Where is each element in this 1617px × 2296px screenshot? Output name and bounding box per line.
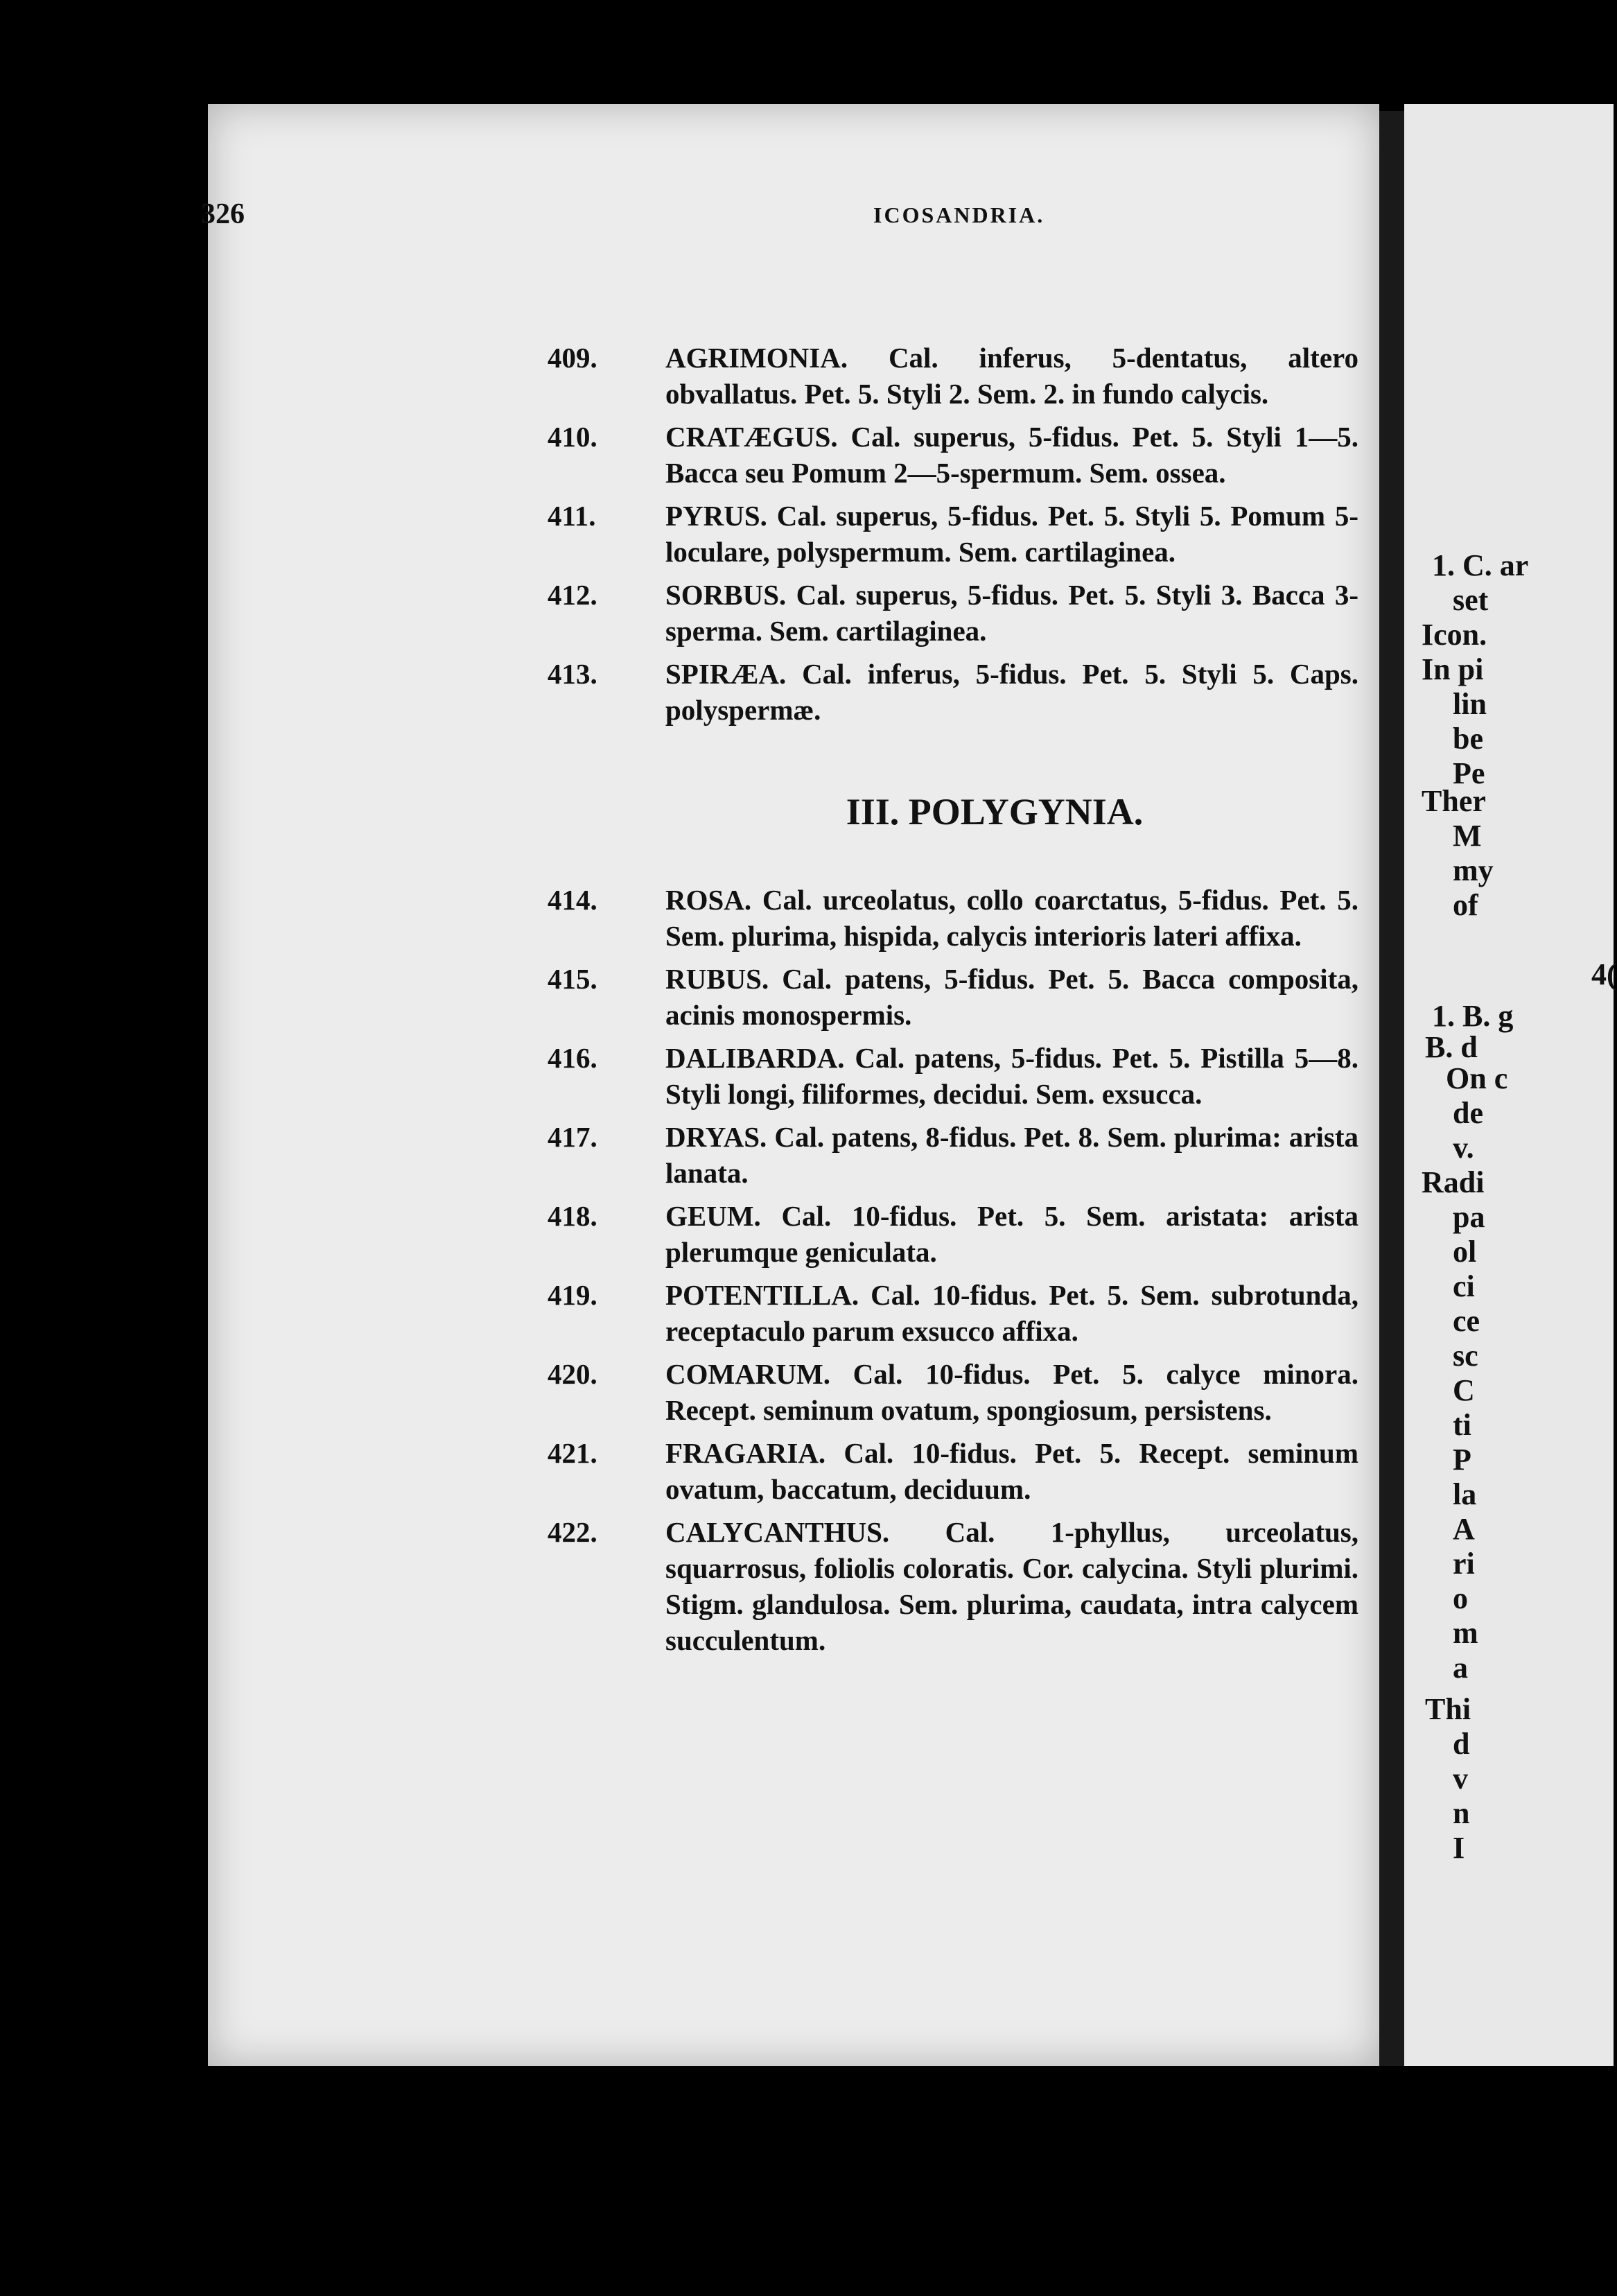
facing-page-text-fragment: ol xyxy=(1453,1235,1477,1269)
genus-entry xyxy=(548,419,1358,491)
genus-name: SPIRÆA. xyxy=(665,658,787,690)
genus-description: Cal. urceolatus, collo coarctatus, 5-fidus. Pet. 5. Sem. plurima, hispida, calycis interioris lateri affixa. xyxy=(665,884,1358,952)
entry-number: 415. xyxy=(548,963,597,995)
facing-page-text-fragment: M xyxy=(1453,819,1482,853)
genus-entry xyxy=(548,961,1358,1033)
facing-page-text-fragment: Ther xyxy=(1422,784,1486,818)
genus-description: Cal. inferus, 5-dentatus, altero obvallatus. Pet. 5. Styli 2. Sem. 2. in fundo calycis. xyxy=(665,342,1358,410)
entry-number: 418. xyxy=(548,1200,597,1232)
facing-page-text-fragment: de xyxy=(1453,1096,1483,1130)
facing-page-text-fragment: o xyxy=(1453,1581,1468,1615)
genus-list xyxy=(548,340,1358,1665)
genus-name: GEUM. xyxy=(665,1200,761,1232)
genus-entry xyxy=(548,340,1358,412)
genus-name: SORBUS. xyxy=(665,579,787,611)
facing-page-text-fragment: pa xyxy=(1453,1200,1485,1234)
entry-number: 421. xyxy=(548,1437,597,1469)
facing-page-text-fragment: n xyxy=(1453,1796,1470,1830)
entry-number: 411. xyxy=(548,500,596,532)
entry-number: 409. xyxy=(548,342,597,374)
genus-name: AGRIMONIA. xyxy=(665,342,848,374)
facing-page-text-fragment: la xyxy=(1453,1477,1477,1511)
genus-description: Cal. inferus, 5-fidus. Pet. 5. Styli 5. Caps. polyspermæ. xyxy=(665,658,1358,726)
facing-page-text-fragment: In pi xyxy=(1422,652,1484,686)
facing-page-text-fragment: a xyxy=(1453,1651,1468,1685)
facing-page-text-fragment: set xyxy=(1453,583,1489,617)
genus-description: Cal. superus, 5-fidus. Pet. 5. Styli 3. Bacca 3-sperma. Sem. cartilaginea. xyxy=(665,579,1359,647)
facing-page-text-fragment: B. d xyxy=(1425,1030,1478,1064)
facing-page-text-fragment: I xyxy=(1453,1831,1465,1865)
facing-page-text-fragment: of xyxy=(1453,888,1478,922)
genus-description: Cal. superus, 5-fidus. Pet. 5. Styli 5. Pomum 5-loculare, polyspermum. Sem. cartilaginea. xyxy=(665,500,1358,568)
genus-description: Cal. superus, 5-fidus. Pet. 5. Styli 1—5. Bacca seu Pomum 2—5-spermum. Sem. ossea. xyxy=(665,421,1359,489)
entry-number: 412. xyxy=(548,579,597,611)
genus-description: Cal. patens, 5-fidus. Pet. 5. Bacca composita, acinis monospermis. xyxy=(665,963,1358,1031)
genus-description: Cal. 10-fidus. Pet. 5. Recept. seminum ovatum, baccatum, deciduum. xyxy=(665,1437,1358,1505)
entry-number: 422. xyxy=(548,1516,597,1548)
facing-page-text-fragment: ce xyxy=(1453,1304,1480,1338)
entry-number: 420. xyxy=(548,1358,597,1390)
facing-page-text-fragment: Thi xyxy=(1425,1692,1471,1726)
genus-description: Cal. 10-fidus. Pet. 5. Sem. subrotunda, receptaculo parum exsucco affixa. xyxy=(665,1279,1359,1347)
facing-page-text-fragment: ri xyxy=(1453,1547,1475,1581)
genus-entry xyxy=(548,1514,1358,1658)
right-book-page xyxy=(1404,104,1617,2066)
genus-description: Cal. 10-fidus. Pet. 5. Sem. aristata: arista plerumque geniculata. xyxy=(665,1200,1358,1268)
facing-page-text-fragment: Radi xyxy=(1422,1165,1485,1199)
genus-description: Cal. patens, 8-fidus. Pet. 8. Sem. plurima: arista lanata. xyxy=(665,1121,1359,1189)
facing-page-text-fragment: v xyxy=(1453,1762,1468,1795)
facing-page-text-fragment: Icon. xyxy=(1422,618,1487,652)
genus-entry xyxy=(548,1040,1358,1112)
genus-name: PYRUS. xyxy=(665,500,767,532)
genus-name: COMARUM. xyxy=(665,1358,830,1390)
facing-page-text-fragment: On c xyxy=(1446,1061,1508,1095)
entry-group-polygynia xyxy=(548,882,1358,1658)
genus-name: CRATÆGUS. xyxy=(665,421,838,453)
genus-name: FRAGARIA. xyxy=(665,1437,826,1469)
genus-description: Cal. patens, 5-fidus. Pet. 5. Pistilla 5—8. Styli longi, filiformes, decidui. Sem. exsucca. xyxy=(665,1042,1358,1110)
running-head: ICOSANDRIA. xyxy=(873,202,1045,227)
facing-page-text-fragment: be xyxy=(1453,722,1483,756)
genus-entry xyxy=(548,1198,1358,1270)
facing-page-text-fragment: ti xyxy=(1453,1408,1471,1442)
entry-number: 419. xyxy=(548,1279,597,1311)
facing-page-text-fragment: d xyxy=(1453,1727,1470,1761)
genus-description: Cal. 1-phyllus, urceolatus, squarrosus, foliolis coloratis. Cor. calycina. Styli plurimi. Stigm. glandulosa. Sem. plurima, caudata, intra calycem succulentum. xyxy=(665,1516,1358,1656)
genus-entry xyxy=(548,498,1358,570)
genus-entry xyxy=(548,1435,1358,1507)
genus-name: POTENTILLA. xyxy=(665,1279,859,1311)
genus-name: DALIBARDA. xyxy=(665,1042,845,1074)
entry-number: 414. xyxy=(548,884,597,916)
section-title: III. POLYGYNIA. xyxy=(846,791,1144,833)
entry-number: 410. xyxy=(548,421,597,453)
genus-name: DRYAS. xyxy=(665,1121,767,1153)
facing-page-text-fragment: my xyxy=(1453,853,1494,887)
genus-name: CALYCANTHUS. xyxy=(665,1516,890,1548)
facing-page-text-fragment: 1. C. ar xyxy=(1432,548,1529,582)
page-number: 326 xyxy=(201,198,245,230)
genus-name: ROSA. xyxy=(665,884,752,916)
facing-page-text-fragment: A xyxy=(1453,1512,1475,1546)
genus-entry xyxy=(548,1277,1358,1349)
facing-page-text-fragment: 4( xyxy=(1591,957,1617,991)
genus-entry xyxy=(548,577,1358,649)
facing-page-text-fragment: P xyxy=(1453,1443,1471,1477)
book-gutter xyxy=(1379,111,1404,2066)
entry-group-digynia xyxy=(548,340,1358,728)
facing-page-text-fragment: sc xyxy=(1453,1339,1478,1373)
facing-page-text-fragment: ci xyxy=(1453,1269,1475,1303)
facing-page-text-fragment: C xyxy=(1453,1373,1475,1407)
genus-name: RUBUS. xyxy=(665,963,769,995)
facing-page-text-fragment: Pe xyxy=(1453,756,1485,790)
facing-page-text-fragment: 1. B. g xyxy=(1432,999,1514,1033)
genus-entry xyxy=(548,1356,1358,1428)
facing-page-text-fragment: m xyxy=(1453,1616,1478,1650)
facing-page-text-fragment: lin xyxy=(1453,687,1487,721)
genus-description: Cal. 10-fidus. Pet. 5. calyce minora. Recept. seminum ovatum, spongiosum, persistens. xyxy=(665,1358,1359,1426)
facing-page-text-fragment: v. xyxy=(1453,1131,1474,1165)
entry-number: 417. xyxy=(548,1121,597,1153)
genus-entry xyxy=(548,656,1358,728)
genus-entry xyxy=(548,882,1358,954)
entry-number: 416. xyxy=(548,1042,597,1074)
genus-entry xyxy=(548,1119,1358,1191)
entry-number: 413. xyxy=(548,658,597,690)
